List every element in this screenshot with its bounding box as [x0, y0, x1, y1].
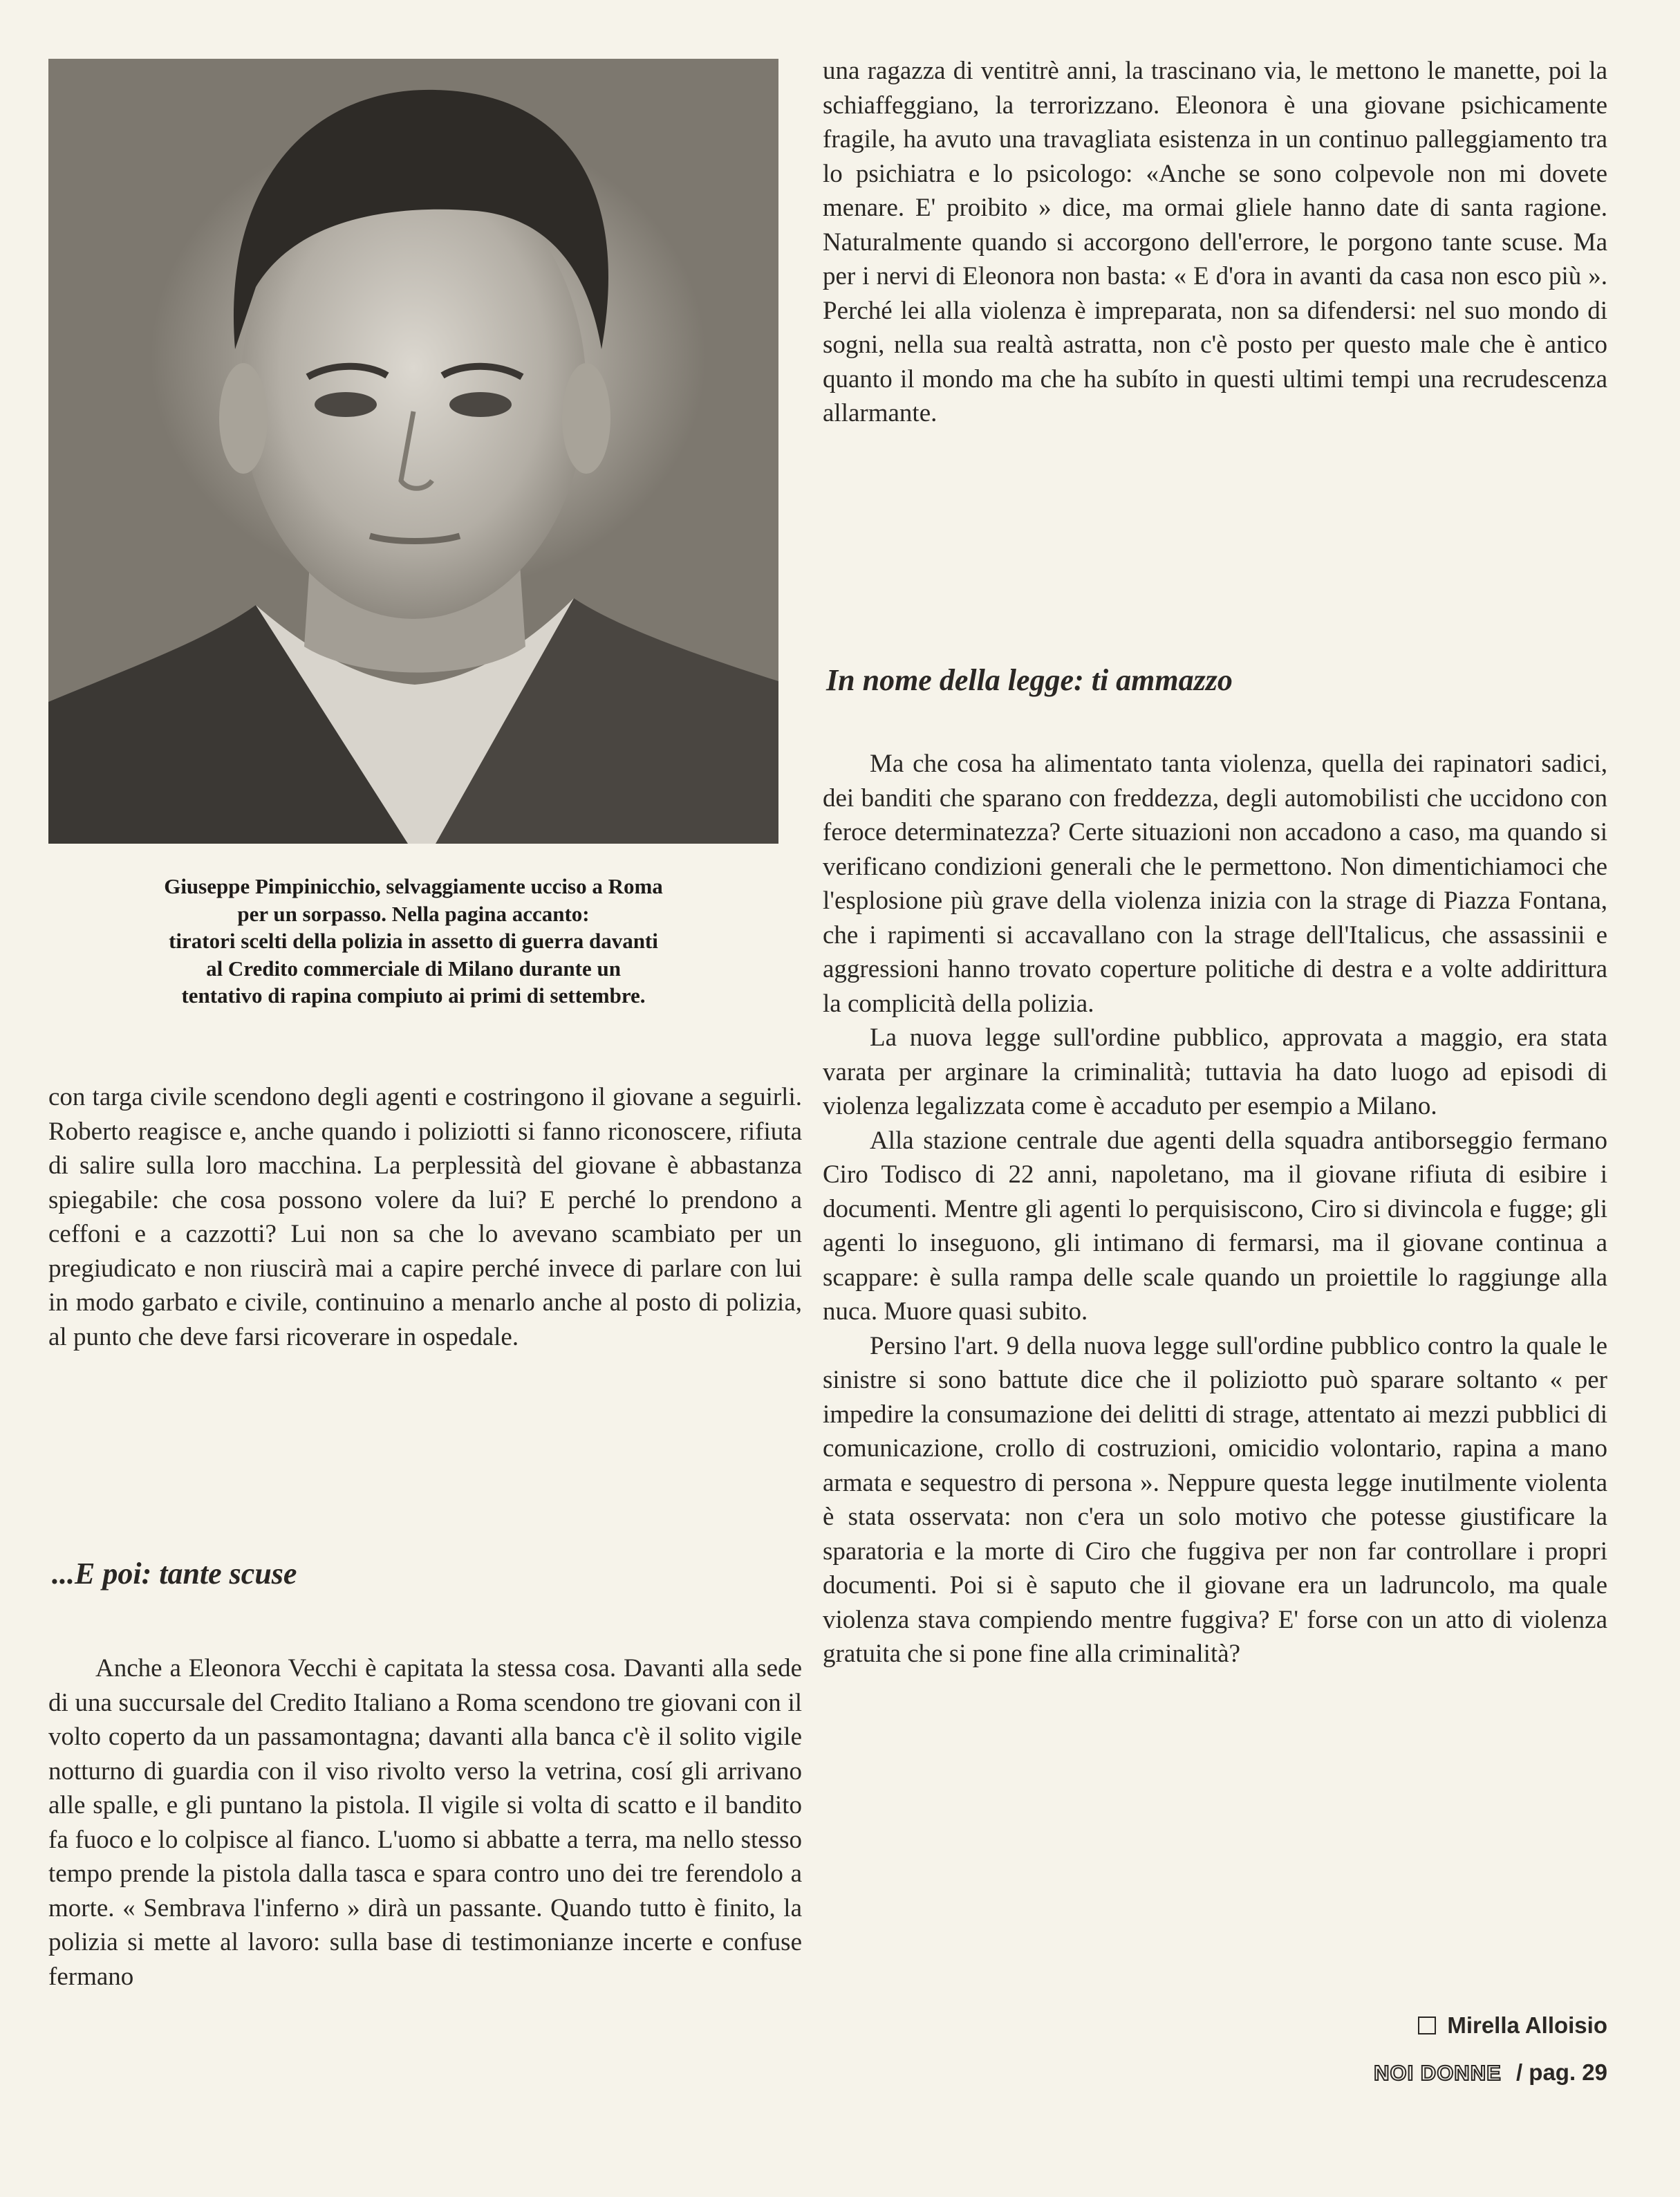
right-paragraph-1: una ragazza di ventitrè anni, la trascinano via, le mettono le manette, poi la schiaffeggiano, la terrorizzano. Eleonora è una giovane psichicamente fragile, ha avuto una travagliata esistenza in un continuo palleggiamento tra lo psichiatra e lo psicologo: «Anche se sono colpevole non mi dovete menare. E' proibito » dice, ma ormai gliele hanno date di santa ragione. Naturalmente quando si accorgono dell'errore, le porgono tante scuse. Ma per i nervi di Eleonora non basta: « E d'ora in avanti da casa non esco più ». Perché lei alla violenza è impreparata, non sa difendersi: nel suo mondo di sogni, nella sua realtà astratta, non c'è posto per questo male che è antico quanto il mondo ma che ha subíto in questi ultimi tempi una recrudescenza allarmante. [823, 57, 1607, 427]
caption-line: tentativo di rapina compiuto ai primi di settembre. [181, 983, 646, 1008]
section-heading-poi-tante-scuse: ...E poi: tante scuse [52, 1557, 297, 1591]
caption-line: per un sorpasso. Nella pagina accanto: [237, 901, 590, 926]
right-paragraph-4: Alla stazione centrale due agenti della squadra antiborseggio fermano Ciro Todisco di 22 anni, napoletano, ma il giovane rifiuta di esibire i documenti. Mentre gli agenti lo perquisiscono, Ciro si divincola e fugge; gli agenti lo inseguono, gli intimano di fermarsi, ma il giovane continua a scappare: è sulla rampa delle scale quando un proiettile lo raggiunge alla nuca. Muore quasi subito. [823, 1126, 1607, 1326]
author-byline [1418, 2012, 1607, 2039]
right-paragraph-5: Persino l'art. 9 della nuova legge sull'ordine pubblico contro la quale le sinistre si sono battute dice che il poliziotto può sparare soltanto « per impedire la consumazione dei delitti di strage, attentato ai mezzi pubblici di comunicazione, crollo di costruzioni, omicidio volontario, rapina a mano armata e sequestro di persona ». Neppure questa legge inutilmente violenta è stata osservata: non c'era un solo motivo che potesse giustificare la sparatoria e la morte di Ciro che fuggiva per non far controllare i propri documenti. Poi si è saputo che il giovane era un ladruncolo, ma quale violenza stava compiendo mentre fuggiva? E' forse con un atto di violenza gratuita che si pone fine alla criminalità? [823, 1331, 1607, 1668]
magazine-logo: NOI DONNE [1374, 2061, 1502, 2085]
right-paragraph-2: Ma che cosa ha alimentato tanta violenza, quella dei rapinatori sadici, dei banditi che sparano con freddezza, degli automobilisti che uccidono con feroce determinatezza? Certe situazioni non accadono a caso, ma quando si verificano condizioni generali che le permettono. Non dimentichiamoci che l'esplosione più grave della violenza inizia con la strage di Piazza Fontana, che i rapimenti si accavallano con la strage dell'Italicus, che assassinii e aggressioni hanno trovato coperture politiche di destra e a volte addirittura la complicità della polizia. [823, 750, 1607, 1018]
left-paragraph-1: con targa civile scendono degli agenti e costringono il giovane a seguirli. Roberto reagisce e, anche quando i poliziotti si fanno riconoscere, rifiuta di salire sulla loro macchina. La perplessità del giovane è abbastanza spiegabile: che cosa possono volere da lui? E perché lo prendono a ceffoni e a cazzotti? Lui non sa che lo avevano scambiato per un pregiudicato e non riuscirà mai a capire perché invece di parlare con lui in modo garbato e civile, continuino a menarlo anche al posto di polizia, al punto che deve farsi ricoverare in ospedale. [48, 1083, 802, 1351]
caption-line: Giuseppe Pimpinicchio, selvaggiamente ucciso a Roma [164, 874, 663, 898]
left-paragraph-2: Anche a Eleonora Vecchi è capitata la stessa cosa. Davanti alla sede di una succursale del Credito Italiano a Roma scendono tre giovani con il volto coperto da un passamontagna; davanti alla banca c'è il solito vigile notturno di guardia con il viso rivolto verso la vetrina, cosí gli arrivano alle spalle, e gli puntano la pistola. Il vigile si volta di scatto e il bandito fa fuoco e lo colpisce al fianco. L'uomo si abbatte a terra, ma nello stesso tempo prende la pistola dalla tasca e spara contro uno dei tre ferendolo a morte. « Sembrava l'inferno » dirà un passante. Quando tutto è finito, la polizia si mette al lavoro: sulla base di testimonianze incerte e confuse fermano [48, 1654, 802, 1991]
portrait-illustration [48, 59, 778, 844]
right-paragraph-3: La nuova legge sull'ordine pubblico, approvata a maggio, era stata varata per arginare la criminalità; tuttavia ha dato luogo ad episodi di violenza legalizzata come è accaduto per esempio a Milano. [823, 1023, 1607, 1120]
footer-separator: / [1515, 2059, 1523, 2085]
page-footer [1374, 2059, 1607, 2086]
photo-caption [48, 873, 778, 1010]
caption-line: tiratori scelti della polizia in assetto di guerra davanti [169, 929, 658, 953]
right-body [823, 747, 1607, 1671]
square-bullet-icon [1418, 2017, 1436, 2034]
author-name: Mirella Alloisio [1447, 2012, 1607, 2038]
portrait-photo [48, 59, 778, 844]
caption-line: al Credito commerciale di Milano durante un [206, 956, 621, 981]
page-number: pag. 29 [1529, 2059, 1607, 2085]
section-heading-in-nome-della-legge: In nome della legge: ti ammazzo [826, 663, 1233, 697]
